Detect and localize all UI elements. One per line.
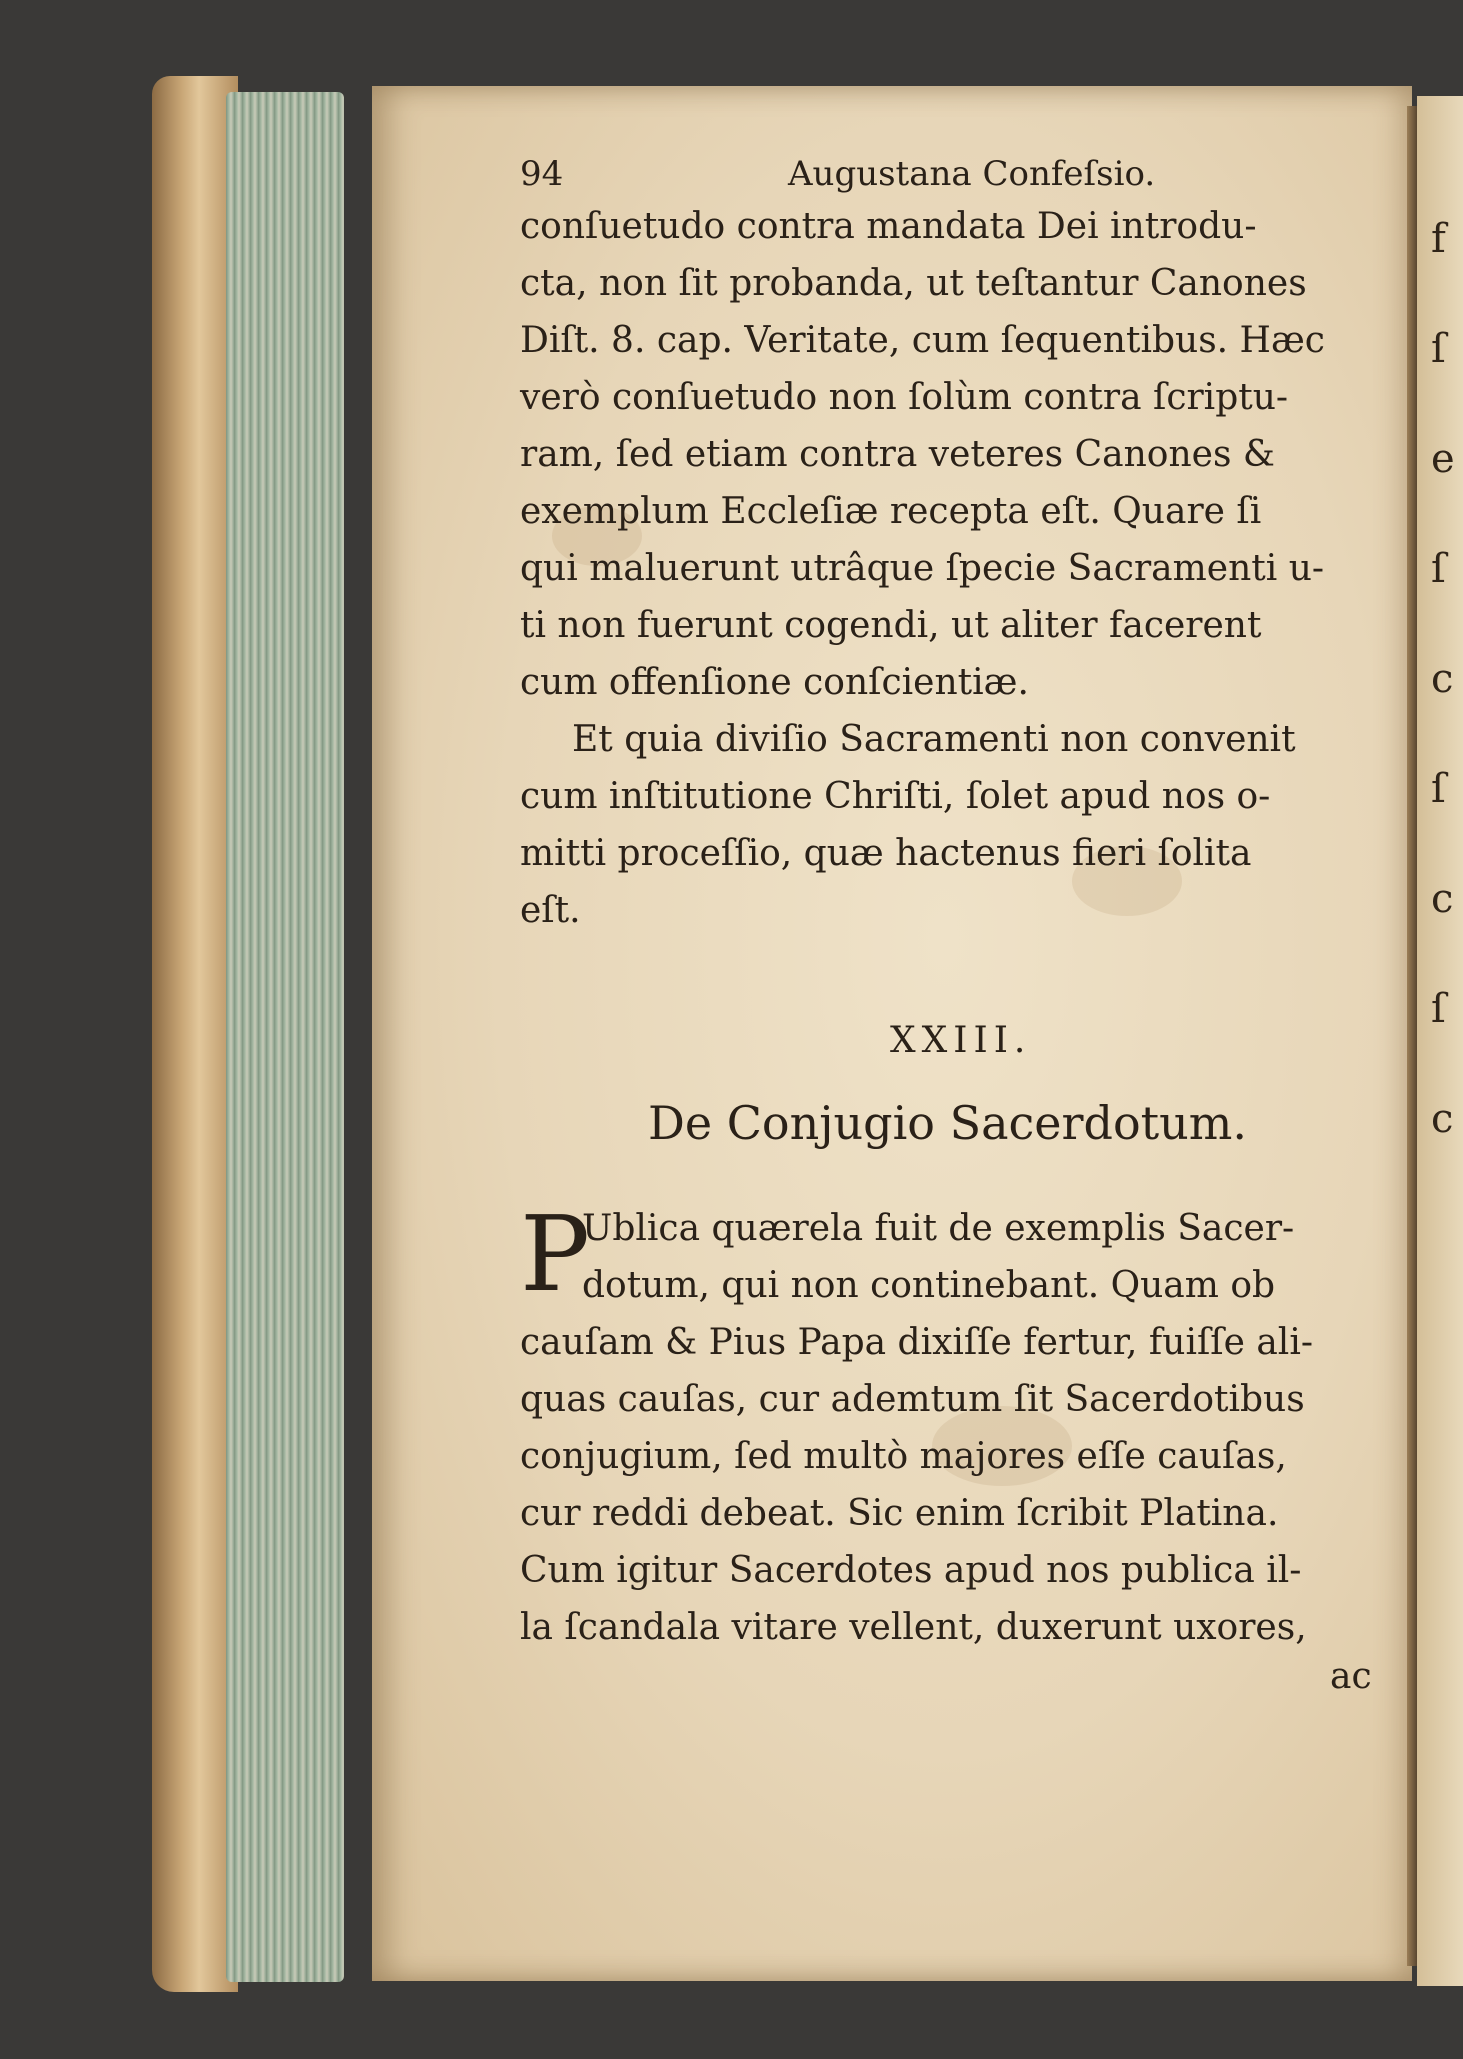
text-line: la ſcandala vitare vellent, duxerunt uxores,	[520, 1607, 1307, 1648]
text-line: conjugium, ſed multò majores eſſe cauſas,	[520, 1436, 1287, 1477]
drop-cap: P	[520, 1193, 590, 1315]
text-line: ram, ſed etiam contra veteres Canones &	[520, 434, 1275, 475]
text-line: quas cauſas, cur ademtum ſit Sacerdotibus	[520, 1379, 1305, 1420]
text-line: qui maluerunt utrâque ſpecie Sacramenti u-	[520, 548, 1325, 589]
paragraph-1	[520, 198, 1380, 711]
text-line: cauſam & Pius Papa dixiſſe fertur, fuiſſe ali-	[520, 1322, 1314, 1363]
text-line: conſuetudo contra mandata Dei introdu-	[520, 206, 1257, 247]
main-text	[520, 150, 1380, 939]
text-line: verò conſuetudo non ſolùm contra ſcriptu-	[520, 377, 1289, 418]
text-line: dotum, qui non continebant. Quam ob	[582, 1265, 1276, 1306]
facing-page-edge: f ſ e ſ c ſ c ſ c	[1417, 96, 1463, 1986]
paragraph-3	[520, 1193, 1380, 1656]
text-line: ti non fuerunt cogendi, ut aliter facerent	[520, 605, 1262, 646]
paragraph-2	[520, 711, 1380, 939]
text-line: cta, non ſit probanda, ut teſtantur Canones	[520, 263, 1307, 304]
page-number: 94	[520, 154, 564, 194]
catchword: ac	[1330, 1656, 1372, 1697]
section-title: De Conjugio Sacerdotum.	[648, 1096, 1248, 1150]
running-title: Augustana Confeſsio.	[788, 154, 1156, 194]
text-line: Diſt. 8. cap. Veritate, cum ſequentibus. Hæc	[520, 320, 1325, 361]
text-line: mitti proceſſio, quæ hactenus fieri ſolita	[520, 833, 1252, 874]
text-line: exemplum Eccleſiæ recepta eſt. Quare ſi	[520, 491, 1262, 532]
text-line: cum offenſione conſcientiæ.	[520, 662, 1029, 703]
page-block-edge	[226, 92, 344, 1982]
page-header	[520, 150, 1380, 198]
text-line: eſt.	[520, 890, 581, 931]
section-number: XXIII.	[890, 1020, 1032, 1061]
text-line: Et quia diviſio Sacramenti non convenit	[572, 719, 1296, 760]
text-line: cur reddi debeat. Sic enim ſcribit Platina.	[520, 1493, 1279, 1534]
text-line: cum inſtitutione Chriſti, ſolet apud nos o-	[520, 776, 1271, 817]
text-line: Ublica quærela fuit de exemplis Sacer-	[582, 1208, 1295, 1249]
text-line: Cum igitur Sacerdotes apud nos publica il-	[520, 1550, 1302, 1591]
